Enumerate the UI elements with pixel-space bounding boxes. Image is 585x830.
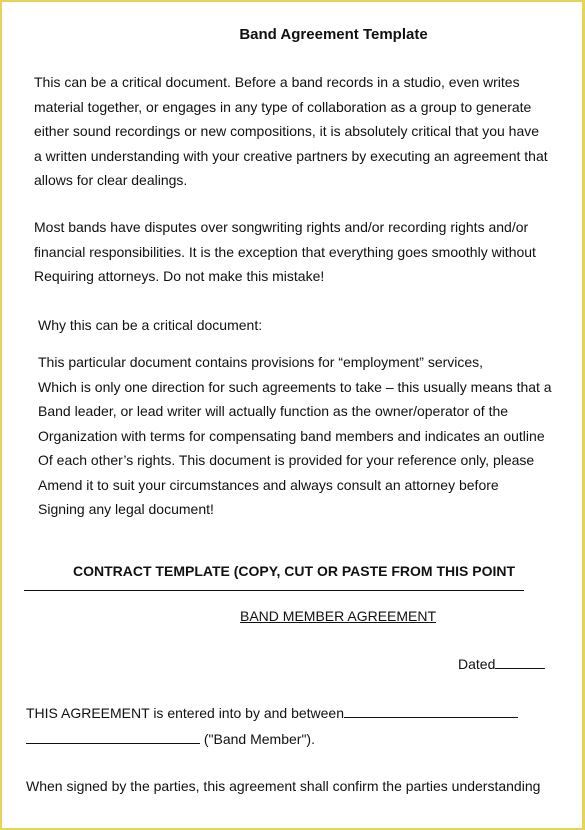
why-heading: Why this can be a critical document: (38, 317, 263, 333)
paragraph-line: Signing any legal document! (38, 501, 214, 517)
agreement-intro-line (26, 705, 518, 721)
band-member-label: ("Band Member"). (203, 731, 315, 747)
agreement-intro-text: THIS AGREEMENT is entered into by and between (26, 705, 345, 721)
paragraph-line: Most bands have disputes over songwriting rights and/or recording rights and/or (34, 219, 529, 235)
band-member-line (26, 731, 315, 747)
paragraph-line: Which is only one direction for such agreements to take – this usually means that a (38, 378, 552, 395)
paragraph-line: a written understanding with your creative partners by executing an agreement that (34, 147, 548, 164)
paragraph-line: Of each other’s rights. This document is provided for your reference only, please (38, 452, 535, 468)
intro-paragraph (34, 70, 554, 193)
signed-text: When signed by the parties, this agreement shall confirm the parties understanding (26, 778, 541, 794)
dated-label: Dated (458, 656, 496, 672)
paragraph-line: Amend it to suit your circumstances and always consult an attorney before (38, 476, 499, 493)
paragraph-line: Organization with terms for compensating band members and indicates an outline (38, 427, 545, 444)
paragraph-line: Requiring attorneys. Do not make this mistake! (34, 268, 325, 284)
paragraph-line: material together, or engages in any type of collaboration as a group to generate (34, 98, 532, 115)
contract-template-heading: CONTRACT TEMPLATE (COPY, CUT OR PASTE FROM THIS POINT (73, 563, 516, 579)
paragraph-line: This particular document contains provisions for “employment” services, (38, 354, 484, 370)
band-member-blank (26, 731, 200, 744)
disputes-paragraph (34, 215, 549, 289)
paragraph-line: financial responsibilities. It is the exception that everything goes smoothly without (34, 243, 536, 260)
paragraph-line: This can be a critical document. Before a band records in a studio, even writes (34, 74, 520, 90)
paragraph-line: either sound recordings or new compositions, it is absolutely critical that you have (34, 123, 540, 139)
band-member-agreement-heading: BAND MEMBER AGREEMENT (240, 608, 437, 624)
provisions-paragraph (38, 350, 558, 522)
paragraph-line: Band leader, or lead writer will actually function as the owner/operator of the (38, 403, 509, 419)
dated-blank (495, 656, 545, 669)
document-title: Band Agreement Template (239, 26, 428, 43)
dated-field (458, 656, 545, 672)
paragraph-line: allows for clear dealings. (34, 172, 188, 188)
party-blank (344, 705, 518, 718)
divider-rule (24, 590, 524, 591)
